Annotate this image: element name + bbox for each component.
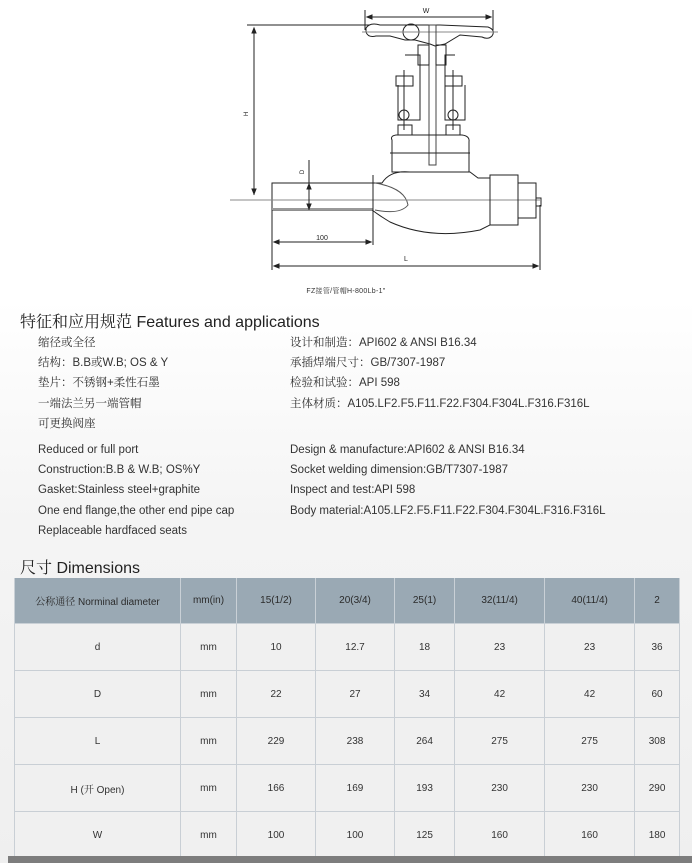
- l-label: L: [404, 256, 408, 263]
- feature-item: 主体材质：A105.LF2.F5.F11.F22.F304.F304L.F316.F316L: [290, 397, 590, 410]
- table-cell: mm: [181, 812, 237, 859]
- feature-item: Design & manufacture:API602 & ANSI B16.34: [290, 444, 525, 456]
- table-cell: mm: [181, 765, 237, 812]
- table-cell: 23: [545, 624, 635, 671]
- drawing-caption: FZ接管/管帽H-800Lb-1": [306, 288, 386, 295]
- header-cell: 32(11/4): [455, 578, 545, 624]
- feature-item: Construction:B.B & W.B; OS%Y: [38, 464, 201, 477]
- table-row: [15, 718, 680, 765]
- table-header-row: [15, 578, 680, 624]
- feature-item: Reduced or full port: [38, 444, 139, 456]
- table-cell: 275: [545, 718, 635, 765]
- features-en-left: [38, 440, 234, 541]
- w-arrow-right: [486, 15, 491, 19]
- w-arrow-left: [367, 15, 372, 19]
- w-label: W: [422, 8, 430, 15]
- table-cell: 27: [316, 671, 395, 718]
- feature-item: 垫片：不锈钢+柔性石墨: [38, 377, 160, 390]
- feature-item: Body material:A105.LF2.F5.F11.F22.F304.F304L.F316.F316L: [290, 504, 606, 517]
- table-cell: W: [15, 812, 181, 859]
- table-cell: 308: [635, 718, 680, 765]
- dimensions-table: [14, 578, 680, 859]
- table-cell: 160: [455, 812, 545, 859]
- valve-technical-drawing: [230, 0, 570, 300]
- feature-item: One end flange,the other end pipe cap: [38, 504, 235, 517]
- table-cell: L: [15, 718, 181, 765]
- valve-body: [272, 172, 490, 234]
- header-cell: 2: [635, 578, 680, 624]
- feature-item: 检验和试验：API 598: [290, 377, 400, 390]
- table-cell: 229: [237, 718, 316, 765]
- table-cell: 160: [545, 812, 635, 859]
- table-cell: 166: [237, 765, 316, 812]
- table-cell: 42: [545, 671, 635, 718]
- feature-item: 缩径或全径: [38, 337, 96, 349]
- table-cell: mm: [181, 671, 237, 718]
- table-cell: 125: [395, 812, 455, 859]
- socket-pipe: [272, 183, 373, 210]
- header-cell: 25(1): [395, 578, 455, 624]
- table-cell: 275: [455, 718, 545, 765]
- header-cell: 20(3/4): [316, 578, 395, 624]
- h-label: H: [244, 111, 250, 117]
- table-cell: 193: [395, 765, 455, 812]
- table-cell: 290: [635, 765, 680, 812]
- feature-item: 一端法兰另一端管帽: [38, 397, 142, 410]
- features-en-right: [290, 440, 606, 521]
- feature-item: 承插焊端尺寸：GB/7307-1987: [290, 357, 446, 370]
- table-cell: 180: [635, 812, 680, 859]
- table-cell: 36: [635, 624, 680, 671]
- feature-item: Inspect and test:API 598: [290, 484, 416, 497]
- table-cell: 42: [455, 671, 545, 718]
- handwheel: [366, 24, 493, 46]
- features-cn-right: [290, 333, 590, 414]
- footer-bar: [8, 856, 692, 863]
- table-cell: 264: [395, 718, 455, 765]
- d-label: D: [300, 169, 306, 175]
- table-cell: 12.7: [316, 624, 395, 671]
- table-row: [15, 671, 680, 718]
- table-row: [15, 624, 680, 671]
- dimensions-title: 尺寸 Dimensions: [20, 560, 141, 577]
- table-cell: 18: [395, 624, 455, 671]
- table-cell: 10: [237, 624, 316, 671]
- header-cell: 公称通径 Norminal diameter: [15, 578, 181, 624]
- table-cell: mm: [181, 624, 237, 671]
- table-cell: 34: [395, 671, 455, 718]
- header-cell: 15(1/2): [237, 578, 316, 624]
- features-cn-left: [38, 333, 168, 434]
- table-cell: 60: [635, 671, 680, 718]
- header-cell: 40(11/4): [545, 578, 635, 624]
- table-row: [15, 765, 680, 812]
- feature-item: 设计和制造：API602 & ANSI B16.34: [290, 337, 477, 349]
- table-cell: 22: [237, 671, 316, 718]
- table-row: [15, 812, 680, 859]
- table-cell: D: [15, 671, 181, 718]
- table-cell: 100: [237, 812, 316, 859]
- table-cell: 169: [316, 765, 395, 812]
- feature-item: Gasket:Stainless steel+graphite: [38, 484, 201, 497]
- feature-item: Replaceable hardfaced seats: [38, 524, 187, 537]
- feature-item: 可更换阀座: [38, 417, 96, 430]
- header-cell: mm(in): [181, 578, 237, 624]
- table-cell: 23: [455, 624, 545, 671]
- table-cell: H (开 Open): [15, 765, 181, 812]
- table-cell: 230: [455, 765, 545, 812]
- table-cell: 230: [545, 765, 635, 812]
- features-title: 特征和应用规范 Features and applications: [20, 314, 320, 331]
- feature-item: Socket welding dimension:GB/T7307-1987: [290, 464, 508, 477]
- table-cell: 238: [316, 718, 395, 765]
- socket-length-label: 100: [316, 235, 328, 242]
- table-cell: d: [15, 624, 181, 671]
- table-cell: mm: [181, 718, 237, 765]
- feature-item: 结构：B.B或W.B; OS & Y: [38, 357, 169, 370]
- table-cell: 100: [316, 812, 395, 859]
